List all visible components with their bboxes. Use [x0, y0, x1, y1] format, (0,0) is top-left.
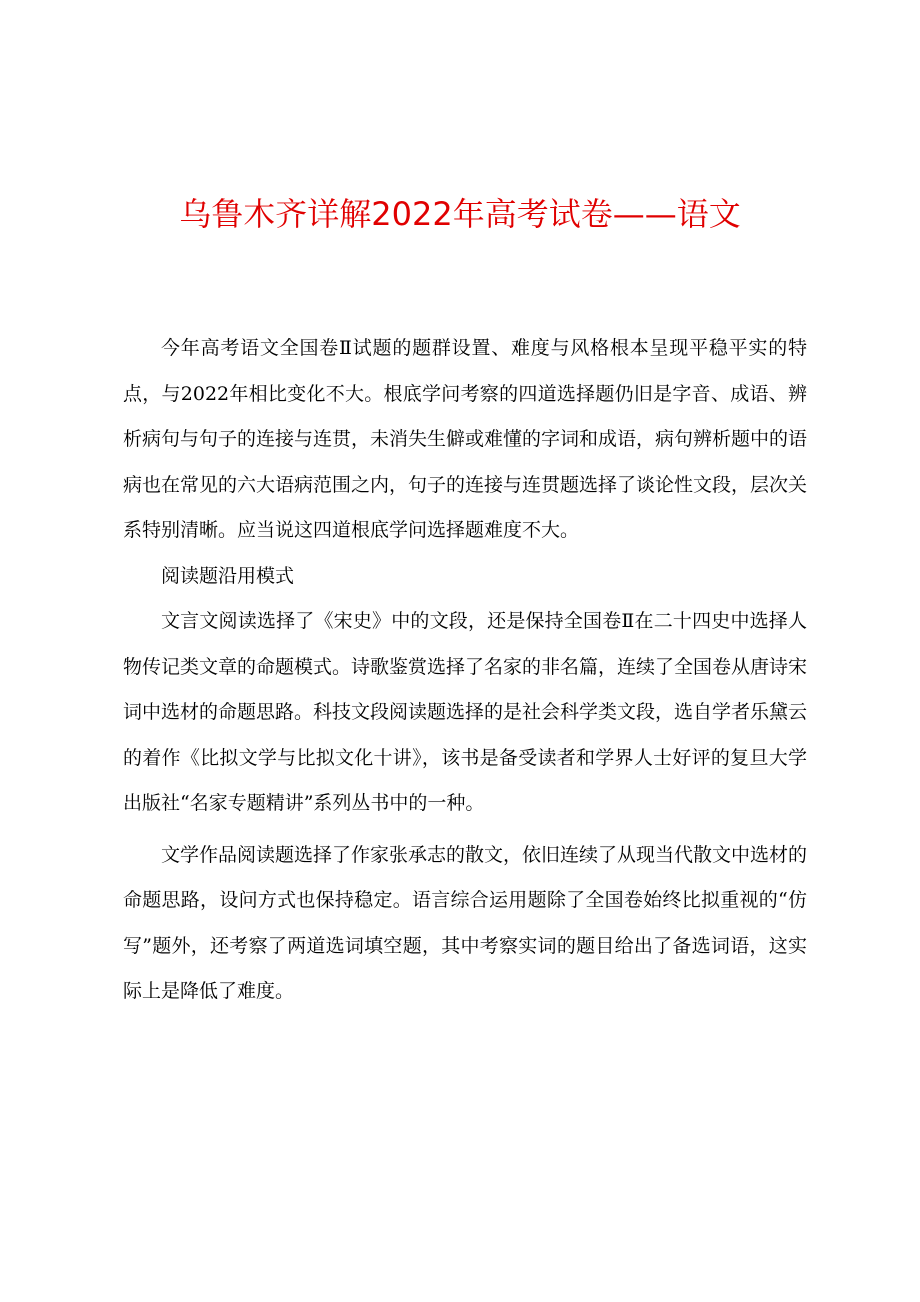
paragraph-subheading: 阅读题沿用模式 [161, 564, 295, 587]
paragraph-intro: 今年高考语文全国卷Ⅱ试题的题群设置、难度与风格根本呈现平稳平实的特点，与2022年相比变化不大。根底学问考察的四道选择题仍旧是字音、成语、辨析病句与句子的连接与连贯，未消失生僻或难懂的字词和成语，病句辨析题中的语病也在常见的六大语病范围之内，句子的连接与连贯题选择了谈论性文段，层次关系特别清晰。应当说这四道根底学问选择题难度不大。 [123, 337, 808, 541]
paragraph-reading: 文言文阅读选择了《宋史》中的文段，还是保持全国卷Ⅱ在二十四史中选择人物传记类文章的命题模式。诗歌鉴赏选择了名家的非名篇，连续了全国卷从唐诗宋词中选材的命题思路。科技文段阅读题选择的是社会科学类文段，选自学者乐黛云的着作《比拟文学与比拟文化十讲》，该书是备受读者和学界人士好评的复旦大学出版社“名家专题精讲”系列丛书中的一种。 [123, 610, 808, 814]
document-title: 乌鲁木齐详解2022年高考试卷——语文 [179, 195, 741, 233]
paragraph-literature: 文学作品阅读题选择了作家张承志的散文，依旧连续了从现当代散文中选材的命题思路，设问方式也保持稳定。语言综合运用题除了全国卷始终比拟重视的“仿写”题外，还考察了两道选词填空题，其中考察实词的题目给出了备选词语，这实际上是降低了难度。 [123, 843, 808, 1002]
document-body [123, 326, 807, 1015]
